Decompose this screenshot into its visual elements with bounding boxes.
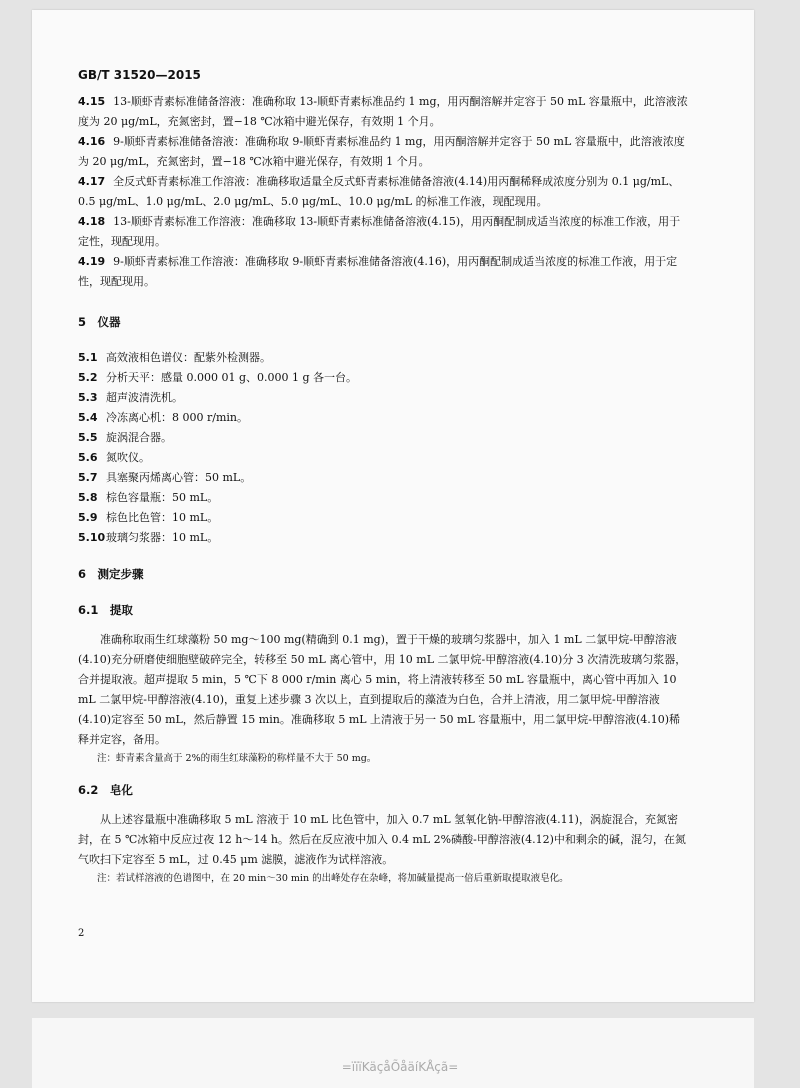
clause-4-18: 4.18 13-顺虾青素标准工作溶液：准确移取 13-顺虾青素标准储备溶液(4.15)，用丙酮配制成适当浓度的标准工作液，用于定性，现配现用。 [78,215,681,248]
list-item: 5.8 棕色容量瓶：50 mL。 [78,491,219,504]
list-item: 5.5 旋涡混合器。 [78,431,172,444]
footer-watermark-text: =ïïïKäçåÕåäíKÅçã= [341,1060,459,1074]
clause-4-16: 4.16 9-顺虾青素标准储备溶液：准确称取 9-顺虾青素标准品约 1 mg，用丙酮溶解并定容于 50 mL 容量瓶中，此溶液浓度为 20 μg/mL，充氮密封，置−18 ℃冰箱中避光保存，有效期 1 个月。 [78,135,685,168]
list-item: 5.4 冷冻离心机：8 000 r/min。 [78,411,248,424]
saponification-note: 注：若试样溶液的色谱图中，在 20 min～30 min 的出峰处存在杂峰，将加碱量提高一倍后重新取提取液皂化。 [97,873,569,884]
list-item: 5.10玻璃匀浆器：10 mL。 [78,531,219,544]
clause-4-15: 4.15 13-顺虾青素标准储备溶液：准确称取 13-顺虾青素标准品约 1 mg，用丙酮溶解并定容于 50 mL 容量瓶中，此溶液浓度为 20 μg/mL，充氮密封，置−18 ℃冰箱中避光保存，有效期 1 个月。 [78,95,688,128]
list-item: 5.6 氮吹仪。 [78,451,150,464]
section-5-heading: 5 仪器 [78,315,121,329]
page-number: 2 [78,928,85,939]
list-item: 5.3 超声波清洗机。 [78,391,183,404]
extraction-note: 注：虾青素含量高于 2%的雨生红球藻粉的称样量不大于 50 mg。 [97,753,377,764]
clause-4-17: 4.17 全反式虾青素标准工作溶液：准确移取适量全反式虾青素标准储备溶液(4.14)用丙酮稀释成浓度分别为 0.1 μg/mL、0.5 μg/mL、1.0 μg/mL、2.0 μg/mL、5.0 μg/mL、10.0 μg/mL 的标准工作液，现配现用。 [78,175,680,208]
document-content [78,92,688,888]
clause-4-19: 4.19 9-顺虾青素标准工作溶液：准确移取 9-顺虾青素标准储备溶液(4.16)，用丙酮配制成适当浓度的标准工作液，用于定性，现配现用。 [78,255,678,288]
list-item: 5.1 高效液相色谱仪：配紫外检测器。 [78,351,271,364]
instrument-list [78,348,688,548]
extraction-paragraph: 准确称取雨生红球藻粉 50 mg～100 mg(精确到 0.1 mg)，置于干燥的玻璃匀浆器中，加入 1 mL 二氯甲烷-甲醇溶液(4.10)充分研磨使细胞壁破碎完全，转移至 50 mL 离心管中，用 10 mL 二氯甲烷-甲醇溶液(4.10)分 3 次清洗玻璃匀浆器，合并提取液。超声提取 5 min，5 ℃下 8 000 r/min 离心 5 min，将上清液转移至 50 mL 容量瓶中，离心管中再加入 10 mL 二氯甲烷-甲醇溶液(4.10)，重复上述步骤 3 次以上，直到提取后的藻渣为白色，合并上清液，用二氯甲烷-甲醇溶液(4.10)定容至 50 mL，然后静置 15 min。准确移取 5 mL 上清液于另一 50 mL 容量瓶中，用二氯甲烷-甲醇溶液(4.10)稀释并定容，备用。 [78,633,687,746]
next-page-edge [32,1018,754,1088]
section-6-1-heading: 6.1 提取 [78,603,133,617]
list-item: 5.7 具塞聚丙烯离心管：50 mL。 [78,471,252,484]
list-item: 5.9 棕色比色管：10 mL。 [78,511,219,524]
list-item: 5.2 分析天平：感量 0.000 01 g、0.000 1 g 各一台。 [78,371,358,384]
standard-code: GB/T 31520—2015 [78,68,201,82]
saponification-paragraph: 从上述容量瓶中准确移取 5 mL 溶液于 10 mL 比色管中，加入 0.7 mL 氢氧化钠-甲醇溶液(4.11)，涡旋混合，充氮密封，在 5 ℃冰箱中反应过夜 12 h～14 h。然后在反应液中加入 0.4 mL 2%磷酸-甲醇溶液(4.12)中和剩余的碱，混匀，在氮气吹扫下定容至 5 mL，过 0.45 μm 滤膜，滤液作为试样溶液。 [78,813,686,866]
section-6-heading: 6 测定步骤 [78,567,144,581]
section-6-2-heading: 6.2 皂化 [78,783,133,797]
